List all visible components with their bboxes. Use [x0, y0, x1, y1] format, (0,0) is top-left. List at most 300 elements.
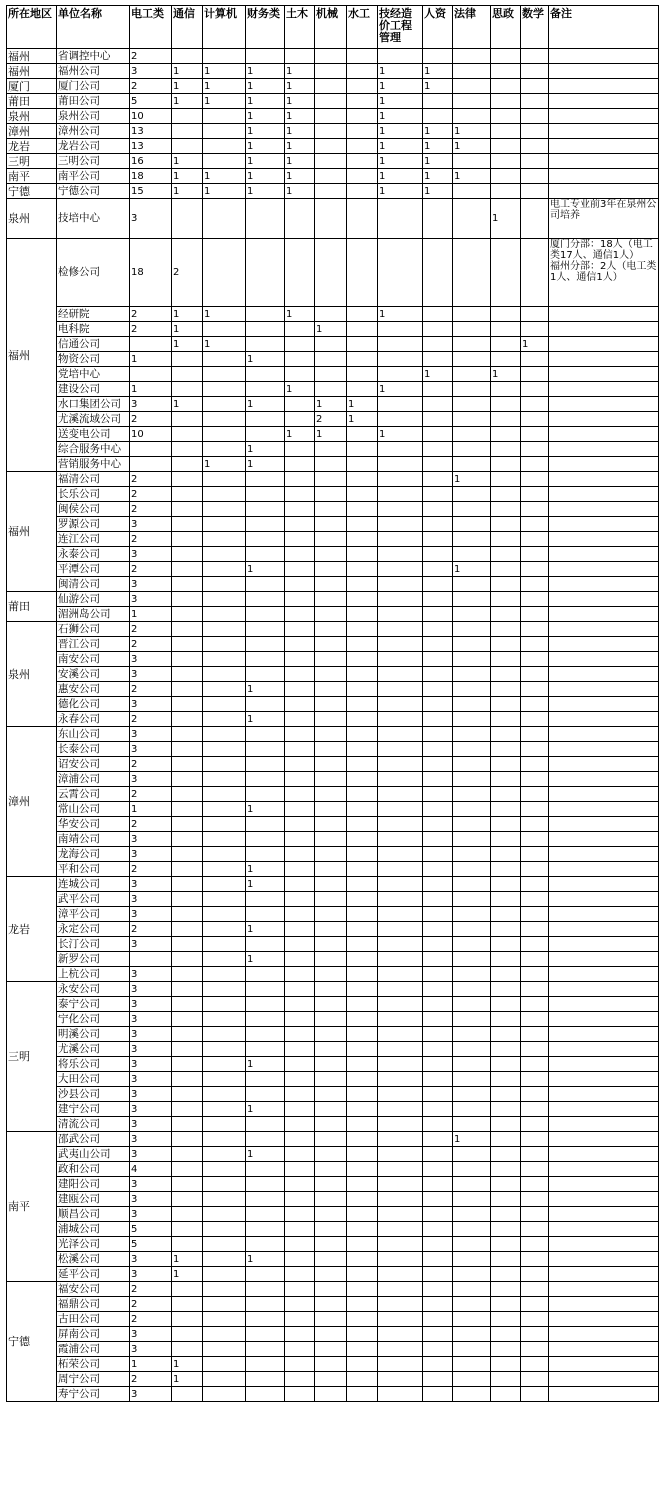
count-cell: [453, 397, 491, 412]
count-cell: [453, 517, 491, 532]
count-cell: [203, 1177, 246, 1192]
count-cell: [423, 1132, 453, 1147]
count-cell: [521, 1222, 549, 1237]
count-cell: [172, 1012, 203, 1027]
count-cell: [453, 427, 491, 442]
count-cell: [521, 952, 549, 967]
count-cell: [246, 532, 285, 547]
count-cell: 2: [130, 502, 172, 517]
count-cell: [172, 802, 203, 817]
count-cell: [423, 1267, 453, 1282]
count-cell: [172, 607, 203, 622]
unit-name-cell: 政和公司: [57, 1162, 130, 1177]
unit-name-cell: 南安公司: [57, 652, 130, 667]
count-cell: [203, 1162, 246, 1177]
count-cell: 1: [203, 79, 246, 94]
count-cell: [521, 682, 549, 697]
count-cell: [378, 322, 423, 337]
note-cell: [549, 622, 659, 637]
count-cell: [203, 382, 246, 397]
count-cell: 2: [130, 862, 172, 877]
count-cell: [172, 1117, 203, 1132]
count-cell: [315, 742, 347, 757]
count-cell: 2: [130, 412, 172, 427]
count-cell: [378, 952, 423, 967]
note-cell: [549, 982, 659, 997]
table-row: [7, 442, 659, 457]
table-row: [7, 607, 659, 622]
header-law: 法律: [453, 6, 491, 49]
count-cell: 1: [285, 139, 315, 154]
count-cell: [423, 427, 453, 442]
note-cell: [549, 1222, 659, 1237]
count-cell: 3: [130, 1387, 172, 1402]
count-cell: [491, 832, 521, 847]
count-cell: [172, 1072, 203, 1087]
table-row: [7, 1357, 659, 1372]
unit-name-cell: 建宁公司: [57, 1102, 130, 1117]
count-cell: [347, 1147, 378, 1162]
region-cell: 南平: [7, 169, 57, 184]
count-cell: 1: [423, 64, 453, 79]
unit-name-cell: 霞浦公司: [57, 1342, 130, 1357]
count-cell: [453, 847, 491, 862]
count-cell: 1: [172, 337, 203, 352]
count-cell: 3: [130, 592, 172, 607]
count-cell: [347, 307, 378, 322]
count-cell: [203, 502, 246, 517]
note-cell: [549, 1252, 659, 1267]
note-cell: [549, 742, 659, 757]
count-cell: [347, 697, 378, 712]
note-cell: [549, 457, 659, 472]
count-cell: [347, 322, 378, 337]
count-cell: 2: [130, 637, 172, 652]
count-cell: [453, 802, 491, 817]
count-cell: [246, 607, 285, 622]
count-cell: [453, 652, 491, 667]
count-cell: [491, 637, 521, 652]
count-cell: [453, 1357, 491, 1372]
count-cell: [315, 937, 347, 952]
table-row: [7, 937, 659, 952]
note-cell: [549, 367, 659, 382]
table-row: [7, 667, 659, 682]
count-cell: [453, 1042, 491, 1057]
unit-name-cell: 电科院: [57, 322, 130, 337]
count-cell: [203, 907, 246, 922]
count-cell: 2: [130, 79, 172, 94]
unit-name-cell: 龙海公司: [57, 847, 130, 862]
count-cell: [521, 154, 549, 169]
unit-name-cell: 送变电公司: [57, 427, 130, 442]
note-cell: [549, 124, 659, 139]
count-cell: 1: [203, 184, 246, 199]
count-cell: [246, 49, 285, 64]
unit-name-cell: 营销服务中心: [57, 457, 130, 472]
count-cell: [203, 1282, 246, 1297]
count-cell: [521, 79, 549, 94]
count-cell: [453, 1147, 491, 1162]
unit-name-cell: 经研院: [57, 307, 130, 322]
note-cell: [549, 862, 659, 877]
count-cell: [521, 457, 549, 472]
unit-name-cell: 武平公司: [57, 892, 130, 907]
count-cell: [315, 922, 347, 937]
count-cell: 1: [172, 1267, 203, 1282]
note-cell: [549, 502, 659, 517]
count-cell: [491, 592, 521, 607]
count-cell: 1: [246, 877, 285, 892]
count-cell: [491, 352, 521, 367]
count-cell: [285, 1042, 315, 1057]
header-civil: 土木: [285, 6, 315, 49]
note-cell: [549, 877, 659, 892]
count-cell: [347, 652, 378, 667]
note-cell: [549, 1087, 659, 1102]
count-cell: [285, 982, 315, 997]
count-cell: [203, 997, 246, 1012]
count-cell: [203, 1042, 246, 1057]
count-cell: 1: [453, 562, 491, 577]
count-cell: [378, 1117, 423, 1132]
count-cell: [521, 487, 549, 502]
count-cell: [453, 577, 491, 592]
count-cell: 1: [285, 169, 315, 184]
count-cell: [347, 139, 378, 154]
note-cell: [549, 472, 659, 487]
count-cell: [453, 154, 491, 169]
count-cell: [246, 1267, 285, 1282]
note-cell: [549, 94, 659, 109]
count-cell: [315, 1207, 347, 1222]
count-cell: [423, 997, 453, 1012]
count-cell: [285, 532, 315, 547]
count-cell: 1: [453, 139, 491, 154]
count-cell: [285, 877, 315, 892]
table-row: [7, 427, 659, 442]
count-cell: [172, 124, 203, 139]
count-cell: [315, 1042, 347, 1057]
count-cell: [378, 1252, 423, 1267]
count-cell: [423, 817, 453, 832]
count-cell: [203, 427, 246, 442]
count-cell: [491, 1237, 521, 1252]
unit-name-cell: 古田公司: [57, 1312, 130, 1327]
count-cell: [347, 1072, 378, 1087]
count-cell: [347, 1042, 378, 1057]
count-cell: [347, 607, 378, 622]
count-cell: [246, 1192, 285, 1207]
count-cell: [453, 307, 491, 322]
count-cell: 1: [172, 1252, 203, 1267]
note-cell: [549, 802, 659, 817]
count-cell: [285, 952, 315, 967]
count-cell: [521, 757, 549, 772]
count-cell: [453, 892, 491, 907]
count-cell: [347, 1132, 378, 1147]
count-cell: [453, 1342, 491, 1357]
count-cell: [203, 892, 246, 907]
unit-name-cell: 东山公司: [57, 727, 130, 742]
count-cell: [491, 667, 521, 682]
count-cell: [453, 1072, 491, 1087]
count-cell: [203, 1312, 246, 1327]
count-cell: [491, 1072, 521, 1087]
count-cell: [521, 1162, 549, 1177]
count-cell: [423, 412, 453, 427]
count-cell: 1: [172, 79, 203, 94]
count-cell: [378, 1132, 423, 1147]
count-cell: [347, 199, 378, 239]
count-cell: [285, 772, 315, 787]
count-cell: [315, 1072, 347, 1087]
count-cell: [285, 907, 315, 922]
count-cell: 1: [378, 184, 423, 199]
region-cell: 福州: [7, 239, 57, 472]
count-cell: 2: [172, 239, 203, 307]
count-cell: [347, 982, 378, 997]
count-cell: [423, 1252, 453, 1267]
count-cell: [423, 937, 453, 952]
count-cell: [172, 982, 203, 997]
count-cell: [203, 952, 246, 967]
count-cell: [453, 697, 491, 712]
count-cell: [521, 1177, 549, 1192]
count-cell: [378, 367, 423, 382]
count-cell: [347, 1387, 378, 1402]
count-cell: [378, 1357, 423, 1372]
count-cell: [130, 337, 172, 352]
count-cell: [203, 1372, 246, 1387]
count-cell: [521, 787, 549, 802]
count-cell: [423, 517, 453, 532]
count-cell: [172, 562, 203, 577]
note-cell: [549, 1192, 659, 1207]
region-cell: 宁德: [7, 1282, 57, 1402]
count-cell: [285, 1342, 315, 1357]
count-cell: [285, 607, 315, 622]
count-cell: 3: [130, 1327, 172, 1342]
unit-name-cell: 平和公司: [57, 862, 130, 877]
count-cell: [378, 412, 423, 427]
count-cell: [491, 502, 521, 517]
note-cell: [549, 1147, 659, 1162]
unit-name-cell: 永定公司: [57, 922, 130, 937]
count-cell: 1: [203, 64, 246, 79]
count-cell: [453, 787, 491, 802]
count-cell: [423, 49, 453, 64]
count-cell: [315, 1372, 347, 1387]
header-mechanical: 机械: [315, 6, 347, 49]
note-cell: [549, 922, 659, 937]
count-cell: [491, 239, 521, 307]
count-cell: [453, 592, 491, 607]
count-cell: [246, 239, 285, 307]
unit-name-cell: 省调控中心: [57, 49, 130, 64]
count-cell: [285, 637, 315, 652]
count-cell: [453, 922, 491, 937]
unit-name-cell: 常山公司: [57, 802, 130, 817]
count-cell: [203, 667, 246, 682]
count-cell: [453, 607, 491, 622]
count-cell: [203, 862, 246, 877]
table-row: [7, 49, 659, 64]
note-cell: [549, 442, 659, 457]
count-cell: [378, 502, 423, 517]
count-cell: [378, 802, 423, 817]
count-cell: [203, 877, 246, 892]
count-cell: [172, 742, 203, 757]
count-cell: [423, 1117, 453, 1132]
count-cell: [172, 682, 203, 697]
region-cell: 莆田: [7, 592, 57, 622]
count-cell: [285, 199, 315, 239]
count-cell: [378, 892, 423, 907]
count-cell: 1: [285, 94, 315, 109]
count-cell: [453, 1117, 491, 1132]
count-cell: [285, 1207, 315, 1222]
count-cell: [453, 352, 491, 367]
count-cell: [315, 697, 347, 712]
table-row: [7, 1312, 659, 1327]
count-cell: [246, 622, 285, 637]
count-cell: [203, 652, 246, 667]
count-cell: [172, 967, 203, 982]
unit-name-cell: 永安公司: [57, 982, 130, 997]
count-cell: [203, 937, 246, 952]
unit-name-cell: 惠安公司: [57, 682, 130, 697]
count-cell: [285, 1072, 315, 1087]
count-cell: [130, 442, 172, 457]
count-cell: [453, 442, 491, 457]
count-cell: [378, 847, 423, 862]
count-cell: [347, 79, 378, 94]
count-cell: [172, 577, 203, 592]
count-cell: [285, 337, 315, 352]
count-cell: 3: [130, 742, 172, 757]
count-cell: [491, 952, 521, 967]
count-cell: [491, 697, 521, 712]
count-cell: [521, 1207, 549, 1222]
count-cell: [203, 682, 246, 697]
unit-name-cell: 闽侯公司: [57, 502, 130, 517]
count-cell: [347, 937, 378, 952]
count-cell: [203, 847, 246, 862]
table-row: [7, 382, 659, 397]
count-cell: [347, 487, 378, 502]
table-row: [7, 532, 659, 547]
count-cell: [347, 124, 378, 139]
count-cell: 1: [378, 382, 423, 397]
count-cell: [423, 1357, 453, 1372]
count-cell: [246, 892, 285, 907]
note-cell: [549, 1372, 659, 1387]
count-cell: 13: [130, 124, 172, 139]
count-cell: 1: [203, 457, 246, 472]
count-cell: 3: [130, 1087, 172, 1102]
count-cell: 1: [246, 1252, 285, 1267]
count-cell: [423, 1387, 453, 1402]
count-cell: [285, 1027, 315, 1042]
count-cell: [453, 199, 491, 239]
count-cell: [172, 427, 203, 442]
count-cell: [246, 667, 285, 682]
table-row: [7, 457, 659, 472]
note-cell: [549, 1102, 659, 1117]
count-cell: [453, 1222, 491, 1237]
count-cell: [521, 667, 549, 682]
note-cell: [549, 532, 659, 547]
count-cell: [453, 1027, 491, 1042]
count-cell: [521, 907, 549, 922]
count-cell: [521, 1297, 549, 1312]
note-cell: [549, 832, 659, 847]
count-cell: 1: [246, 64, 285, 79]
unit-name-cell: 宁德公司: [57, 184, 130, 199]
count-cell: [347, 457, 378, 472]
count-cell: 3: [130, 1207, 172, 1222]
count-cell: [172, 637, 203, 652]
count-cell: [285, 1372, 315, 1387]
count-cell: [285, 1282, 315, 1297]
note-cell: [549, 697, 659, 712]
count-cell: [378, 1342, 423, 1357]
count-cell: [423, 1027, 453, 1042]
count-cell: [203, 727, 246, 742]
count-cell: [246, 1027, 285, 1042]
table-row: [7, 1372, 659, 1387]
count-cell: [172, 1132, 203, 1147]
count-cell: [347, 1267, 378, 1282]
count-cell: [378, 697, 423, 712]
count-cell: [491, 1147, 521, 1162]
count-cell: [378, 622, 423, 637]
count-cell: [315, 1222, 347, 1237]
count-cell: [423, 532, 453, 547]
count-cell: [491, 1252, 521, 1267]
table-row: [7, 1252, 659, 1267]
count-cell: [423, 239, 453, 307]
table-row: [7, 577, 659, 592]
count-cell: [521, 562, 549, 577]
count-cell: 1: [172, 184, 203, 199]
count-cell: 2: [130, 622, 172, 637]
count-cell: [347, 1177, 378, 1192]
count-cell: [347, 577, 378, 592]
count-cell: [423, 397, 453, 412]
count-cell: [203, 139, 246, 154]
unit-name-cell: 长乐公司: [57, 487, 130, 502]
count-cell: [172, 997, 203, 1012]
count-cell: [172, 952, 203, 967]
unit-name-cell: 漳平公司: [57, 907, 130, 922]
count-cell: [423, 109, 453, 124]
count-cell: [378, 1297, 423, 1312]
count-cell: [491, 307, 521, 322]
count-cell: 1: [246, 94, 285, 109]
count-cell: [423, 1162, 453, 1177]
count-cell: [521, 367, 549, 382]
count-cell: [347, 532, 378, 547]
count-cell: [491, 547, 521, 562]
count-cell: [378, 239, 423, 307]
note-cell: [549, 727, 659, 742]
count-cell: 1: [203, 94, 246, 109]
count-cell: [453, 1297, 491, 1312]
count-cell: [285, 1357, 315, 1372]
count-cell: [246, 967, 285, 982]
